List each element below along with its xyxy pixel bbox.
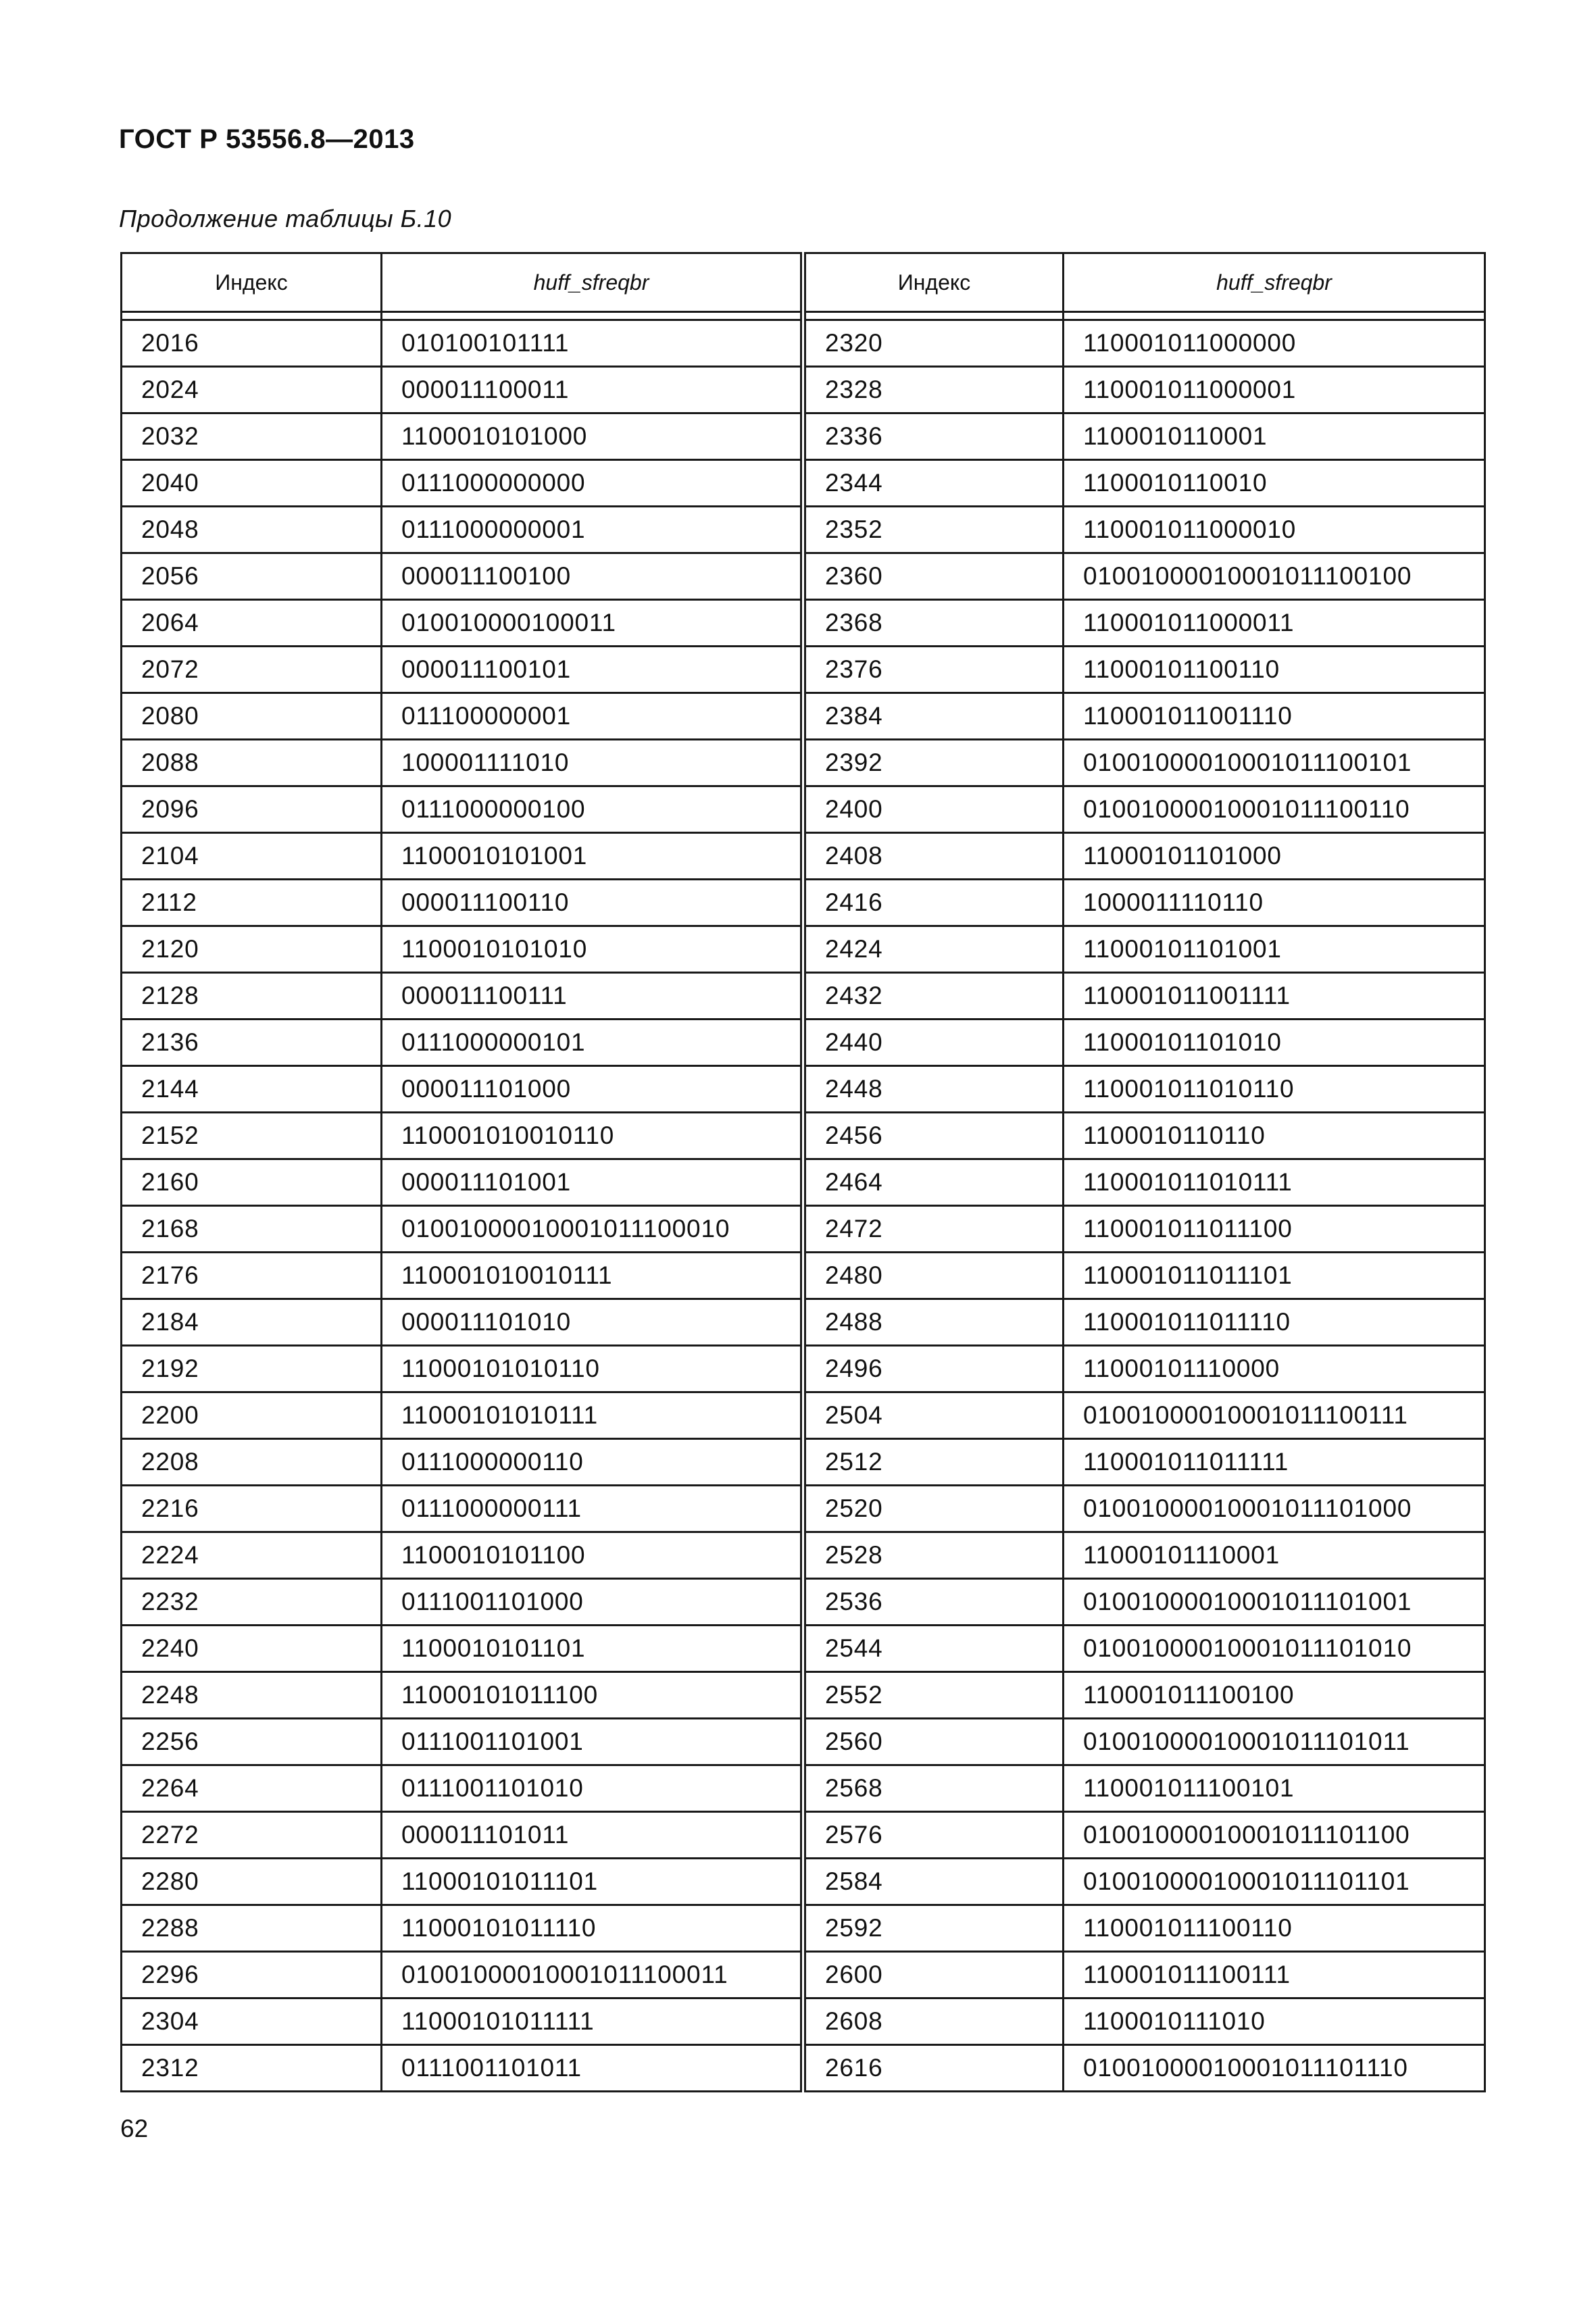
code-cell: 0111001101010: [382, 1765, 803, 1812]
code-cell: 000011100011: [382, 367, 803, 413]
table-row: [122, 367, 1485, 413]
table-row: [122, 1486, 1485, 1532]
index-cell: 2520: [803, 1486, 1064, 1532]
code-cell: 110001011100111: [1064, 1952, 1485, 1998]
code-cell: 000011100110: [382, 880, 803, 926]
code-cell: 01001000010001011101011: [1064, 1719, 1485, 1765]
code-cell: 110001011100100: [1064, 1672, 1485, 1719]
index-cell: 2376: [803, 647, 1064, 693]
index-cell: 2416: [803, 880, 1064, 926]
index-cell: 2440: [803, 1020, 1064, 1066]
code-cell: 11000101101010: [1064, 1020, 1485, 1066]
index-cell: 2024: [122, 367, 382, 413]
index-cell: 2120: [122, 926, 382, 973]
code-cell: 0111000000001: [382, 507, 803, 553]
table-row: [122, 320, 1485, 367]
index-cell: 2232: [122, 1579, 382, 1626]
index-cell: 2456: [803, 1113, 1064, 1159]
code-cell: 11000101011110: [382, 1905, 803, 1952]
table-row: [122, 1020, 1485, 1066]
index-cell: 2032: [122, 413, 382, 460]
column-header-code: huff_sfreqbr: [382, 253, 803, 312]
code-cell: 1100010110001: [1064, 413, 1485, 460]
table-row: [122, 1719, 1485, 1765]
table-header-row: [122, 253, 1485, 312]
column-header-code: huff_sfreqbr: [1064, 253, 1485, 312]
code-cell: 110001011011101: [1064, 1253, 1485, 1299]
code-cell: 110001011000000: [1064, 320, 1485, 367]
code-cell: 0111000000000: [382, 460, 803, 507]
index-cell: 2208: [122, 1439, 382, 1486]
code-cell: 110001011010111: [1064, 1159, 1485, 1206]
index-cell: 2040: [122, 460, 382, 507]
index-cell: 2288: [122, 1905, 382, 1952]
index-cell: 2048: [122, 507, 382, 553]
index-cell: 2216: [122, 1486, 382, 1532]
index-cell: 2328: [803, 367, 1064, 413]
index-cell: 2192: [122, 1346, 382, 1392]
code-cell: 000011100111: [382, 973, 803, 1020]
table-row: [122, 1859, 1485, 1905]
code-cell: 11000101110001: [1064, 1532, 1485, 1579]
code-cell: 110001011011100: [1064, 1206, 1485, 1253]
code-cell: 01001000010001011101001: [1064, 1579, 1485, 1626]
code-table: [120, 252, 1485, 2092]
table-body: [122, 320, 1485, 2092]
index-cell: 2504: [803, 1392, 1064, 1439]
code-cell: 110001011000010: [1064, 507, 1485, 553]
code-cell: 110001010010110: [382, 1113, 803, 1159]
index-cell: 2184: [122, 1299, 382, 1346]
index-cell: 2128: [122, 973, 382, 1020]
code-cell: 0111000000110: [382, 1439, 803, 1486]
code-cell: 0111001101000: [382, 1579, 803, 1626]
code-cell: 010010000100011: [382, 600, 803, 647]
index-cell: 2224: [122, 1532, 382, 1579]
code-cell: 1100010101100: [382, 1532, 803, 1579]
code-cell: 110001011010110: [1064, 1066, 1485, 1113]
index-cell: 2600: [803, 1952, 1064, 1998]
code-cell: 000011100101: [382, 647, 803, 693]
index-cell: 2200: [122, 1392, 382, 1439]
index-cell: 2240: [122, 1626, 382, 1672]
table-row: [122, 507, 1485, 553]
index-cell: 2384: [803, 693, 1064, 740]
index-cell: 2528: [803, 1532, 1064, 1579]
index-cell: 2480: [803, 1253, 1064, 1299]
index-cell: 2064: [122, 600, 382, 647]
table-row: [122, 973, 1485, 1020]
index-cell: 2168: [122, 1206, 382, 1253]
index-cell: 2424: [803, 926, 1064, 973]
code-cell: 01001000010001011101101: [1064, 1859, 1485, 1905]
index-cell: 2400: [803, 786, 1064, 833]
code-cell: 01001000010001011100111: [1064, 1392, 1485, 1439]
code-cell: 11000101101000: [1064, 833, 1485, 880]
table-row: [122, 553, 1485, 600]
code-cell: 0111000000100: [382, 786, 803, 833]
table-row: [122, 693, 1485, 740]
column-header-index: Индекс: [122, 253, 382, 312]
code-cell: 1100010101001: [382, 833, 803, 880]
code-cell: 110001011100110: [1064, 1905, 1485, 1952]
code-cell: 11000101101001: [1064, 926, 1485, 973]
table-row: [122, 647, 1485, 693]
code-cell: 11000101011101: [382, 1859, 803, 1905]
code-cell: 01001000010001011100110: [1064, 786, 1485, 833]
index-cell: 2080: [122, 693, 382, 740]
table-row: [122, 1346, 1485, 1392]
code-cell: 1100010101101: [382, 1626, 803, 1672]
index-cell: 2320: [803, 320, 1064, 367]
code-cell: 01001000010001011101110: [1064, 2045, 1485, 2092]
index-cell: 2344: [803, 460, 1064, 507]
table-row: [122, 413, 1485, 460]
index-cell: 2296: [122, 1952, 382, 1998]
code-cell: 110001011001110: [1064, 693, 1485, 740]
code-cell: 0111000000101: [382, 1020, 803, 1066]
index-cell: 2464: [803, 1159, 1064, 1206]
code-cell: 110001011011110: [1064, 1299, 1485, 1346]
index-cell: 2152: [122, 1113, 382, 1159]
index-cell: 2352: [803, 507, 1064, 553]
code-cell: 1100010111010: [1064, 1998, 1485, 2045]
index-cell: 2264: [122, 1765, 382, 1812]
table-row: [122, 880, 1485, 926]
table-caption: Продолжение таблицы Б.10: [119, 205, 452, 232]
code-cell: 11000101011111: [382, 1998, 803, 2045]
index-cell: 2432: [803, 973, 1064, 1020]
index-cell: 2472: [803, 1206, 1064, 1253]
table-row: [122, 1066, 1485, 1113]
table-row: [122, 600, 1485, 647]
code-cell: 11000101100110: [1064, 647, 1485, 693]
code-cell: 11000101011100: [382, 1672, 803, 1719]
index-cell: 2160: [122, 1159, 382, 1206]
table-row: [122, 1998, 1485, 2045]
index-cell: 2304: [122, 1998, 382, 2045]
index-cell: 2144: [122, 1066, 382, 1113]
index-cell: 2368: [803, 600, 1064, 647]
code-cell: 100001111010: [382, 740, 803, 786]
table-row: [122, 1299, 1485, 1346]
index-cell: 2392: [803, 740, 1064, 786]
index-cell: 2256: [122, 1719, 382, 1765]
index-cell: 2608: [803, 1998, 1064, 2045]
column-header-index: Индекс: [803, 253, 1064, 312]
table-row: [122, 1579, 1485, 1626]
code-cell: 000011100100: [382, 553, 803, 600]
code-cell: 01001000010001011101100: [1064, 1812, 1485, 1859]
index-cell: 2544: [803, 1626, 1064, 1672]
index-cell: 2496: [803, 1346, 1064, 1392]
code-cell: 110001011001111: [1064, 973, 1485, 1020]
code-cell: 110001010010111: [382, 1253, 803, 1299]
index-cell: 2584: [803, 1859, 1064, 1905]
table-row: [122, 1113, 1485, 1159]
index-cell: 2112: [122, 880, 382, 926]
table-row: [122, 1765, 1485, 1812]
table-row: [122, 460, 1485, 507]
table-row: [122, 740, 1485, 786]
index-cell: 2056: [122, 553, 382, 600]
table-row: [122, 1439, 1485, 1486]
index-cell: 2560: [803, 1719, 1064, 1765]
table-row: [122, 1392, 1485, 1439]
table-row: [122, 1253, 1485, 1299]
index-cell: 2272: [122, 1812, 382, 1859]
table-row: [122, 1206, 1485, 1253]
code-cell: 01001000010001011100101: [1064, 740, 1485, 786]
code-cell: 0111000000111: [382, 1486, 803, 1532]
code-cell: 0111001101001: [382, 1719, 803, 1765]
code-cell: 110001011000011: [1064, 600, 1485, 647]
header-separator: [122, 312, 1485, 320]
index-cell: 2072: [122, 647, 382, 693]
index-cell: 2088: [122, 740, 382, 786]
code-cell: 000011101010: [382, 1299, 803, 1346]
code-cell: 0111001101011: [382, 2045, 803, 2092]
index-cell: 2360: [803, 553, 1064, 600]
code-cell: 1100010101000: [382, 413, 803, 460]
code-cell: 010100101111: [382, 320, 803, 367]
code-cell: 110001011000001: [1064, 367, 1485, 413]
index-cell: 2176: [122, 1253, 382, 1299]
index-cell: 2136: [122, 1020, 382, 1066]
index-cell: 2448: [803, 1066, 1064, 1113]
code-cell: 000011101000: [382, 1066, 803, 1113]
index-cell: 2512: [803, 1439, 1064, 1486]
code-cell: 01001000010001011101000: [1064, 1486, 1485, 1532]
code-cell: 01001000010001011100011: [382, 1952, 803, 1998]
code-cell: 1100010101010: [382, 926, 803, 973]
table-row: [122, 1159, 1485, 1206]
index-cell: 2280: [122, 1859, 382, 1905]
table-row: [122, 1672, 1485, 1719]
code-cell: 01001000010001011101010: [1064, 1626, 1485, 1672]
code-cell: 1100010110010: [1064, 460, 1485, 507]
index-cell: 2616: [803, 2045, 1064, 2092]
index-cell: 2104: [122, 833, 382, 880]
code-cell: 11000101010110: [382, 1346, 803, 1392]
index-cell: 2568: [803, 1765, 1064, 1812]
code-cell: 000011101001: [382, 1159, 803, 1206]
index-cell: 2336: [803, 413, 1064, 460]
code-cell: 1100010110110: [1064, 1113, 1485, 1159]
table-row: [122, 833, 1485, 880]
table-row: [122, 1626, 1485, 1672]
table-row: [122, 1952, 1485, 1998]
code-cell: 1000011110110: [1064, 880, 1485, 926]
index-cell: 2248: [122, 1672, 382, 1719]
index-cell: 2408: [803, 833, 1064, 880]
code-cell: 110001011100101: [1064, 1765, 1485, 1812]
table-row: [122, 1812, 1485, 1859]
index-cell: 2312: [122, 2045, 382, 2092]
table-row: [122, 926, 1485, 973]
code-cell: 11000101110000: [1064, 1346, 1485, 1392]
document-title: ГОСТ Р 53556.8—2013: [119, 124, 415, 154]
code-cell: 01001000010001011100010: [382, 1206, 803, 1253]
index-cell: 2552: [803, 1672, 1064, 1719]
table-row: [122, 1532, 1485, 1579]
code-cell: 000011101011: [382, 1812, 803, 1859]
code-cell: 011100000001: [382, 693, 803, 740]
code-cell: 110001011011111: [1064, 1439, 1485, 1486]
code-cell: 11000101010111: [382, 1392, 803, 1439]
table-row: [122, 786, 1485, 833]
table-row: [122, 2045, 1485, 2092]
table-row: [122, 1905, 1485, 1952]
index-cell: 2576: [803, 1812, 1064, 1859]
index-cell: 2536: [803, 1579, 1064, 1626]
page-number: 62: [120, 2115, 149, 2142]
index-cell: 2488: [803, 1299, 1064, 1346]
index-cell: 2592: [803, 1905, 1064, 1952]
index-cell: 2096: [122, 786, 382, 833]
code-cell: 01001000010001011100100: [1064, 553, 1485, 600]
index-cell: 2016: [122, 320, 382, 367]
